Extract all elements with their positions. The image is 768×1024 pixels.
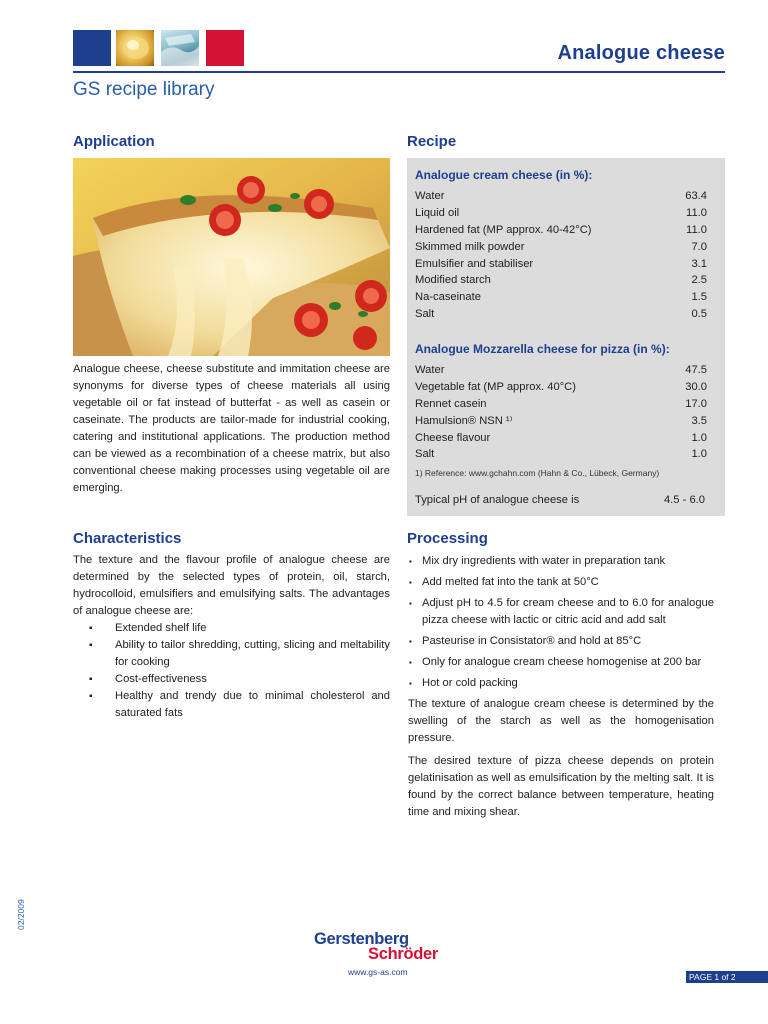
ingredient-value: 1.5 <box>691 291 707 304</box>
header-tile-blue <box>73 30 111 66</box>
recipe-heading: Recipe <box>407 133 457 150</box>
ingredient-value: 11.0 <box>686 206 707 219</box>
header-rule <box>73 71 725 73</box>
list-item: ▪ Add melted fat into the tank at 50°C <box>408 574 714 591</box>
cream-cheese-table <box>415 188 707 323</box>
list-item: ▪ Pasteurise in Consistator® and hold at 85°C <box>408 633 714 650</box>
table-row <box>415 362 707 379</box>
ingredient-name: Vegetable fat (MP approx. 40°C) <box>415 380 576 393</box>
ingredient-name: Skimmed milk powder <box>415 240 525 253</box>
ingredient-name: Water <box>415 364 445 376</box>
table-row <box>415 205 707 222</box>
ingredient-value: 2.5 <box>691 274 707 287</box>
table-row <box>415 272 707 289</box>
processing-paragraph: The desired texture of pizza cheese depends on protein gelatinisation as well as emulsification by the melting salt. It is found by the correct balance between temperature, heating time and mixing shear. <box>408 755 714 818</box>
ingredient-value: 47.5 <box>685 364 707 376</box>
website-link[interactable]: www.gs-as.com <box>348 967 408 977</box>
ingredient-value: 63.4 <box>685 190 707 202</box>
ingredient-name: Rennet casein <box>415 397 487 410</box>
table-row <box>415 396 707 413</box>
document-title: Analogue cheese <box>557 42 725 64</box>
list-item: ▪ Adjust pH to 4.5 for cream cheese and to 6.0 for analogue pizza cheese with lactic or citric acid and add salt <box>408 595 714 629</box>
ingredient-name: Modified starch <box>415 274 491 287</box>
table-row <box>415 430 707 447</box>
list-item: ▪ Only for analogue cream cheese homogenise at 200 bar <box>408 654 714 671</box>
ingredient-name: Emulsifier and stabiliser <box>415 257 534 270</box>
ingredient-name: Salt <box>415 308 435 321</box>
ingredient-name: Water <box>415 190 445 202</box>
table-row <box>415 188 707 205</box>
ingredient-name: Liquid oil <box>415 206 460 219</box>
ingredient-value: 1.0 <box>691 448 707 461</box>
application-heading: Application <box>73 133 155 150</box>
library-title: GS recipe library <box>73 79 215 100</box>
page-indicator: PAGE 1 of 2 <box>686 971 768 983</box>
application-text: Analogue cheese, cheese substitute and immitation cheese are synonyms for diverse types of cheese materials all using vegetable oil or fat instead of butterfat - as well as casein or caseinate. The products are tailor-made for industrial cooking, catering and institutional applications. The production method can be viewed as a recombination of a cheese matrix, but also conventional cheese making processes using vegetable oil are emerging. <box>73 363 390 494</box>
ingredient-value: 7.0 <box>691 240 707 253</box>
header-tile-red <box>206 30 244 66</box>
list-item: ▪ Healthy and trendy due to minimal cholesterol and saturated fats <box>73 688 390 722</box>
table-row <box>415 289 707 306</box>
ingredient-name: Cheese flavour <box>415 431 491 444</box>
processing-heading: Processing <box>407 530 488 547</box>
logo-wordmark-line1: Gerstenberg <box>314 930 409 948</box>
logo-wordmark-line2: Schröder <box>368 945 439 963</box>
pizza-photo <box>73 158 390 356</box>
ph-row <box>415 494 705 506</box>
ingredient-value: 0.5 <box>691 308 707 321</box>
characteristics-heading: Characteristics <box>73 530 182 547</box>
processing-body <box>408 553 714 827</box>
table-row <box>415 306 707 323</box>
ingredient-name: Hamulsion® NSN ¹⁾ <box>415 414 513 427</box>
header-tile-sea-image <box>161 30 199 66</box>
recipe-footnote: 1) Reference: www.gchahn.com (Hahn & Co., Lübeck, Germany) <box>415 468 660 478</box>
list-item: ▪ Cost-effectiveness <box>73 671 390 688</box>
ingredient-value: 11.0 <box>686 223 707 236</box>
advantages-list <box>73 620 390 722</box>
ingredient-name: Na-caseinate <box>415 291 481 304</box>
ingredient-name: Salt <box>415 448 435 461</box>
table-row <box>415 239 707 256</box>
ingredient-value: 17.0 <box>685 397 707 410</box>
header-tile-cheese-image <box>116 30 154 66</box>
list-item: ▪ Mix dry ingredients with water in preparation tank <box>408 553 714 570</box>
table-row <box>415 446 707 463</box>
mozzarella-title: Analogue Mozzarella cheese for pizza (in %): <box>415 342 670 356</box>
ingredient-name: Hardened fat (MP approx. 40-42°C) <box>415 223 592 236</box>
list-item: ▪ Extended shelf life <box>73 620 390 637</box>
cream-cheese-title: Analogue cream cheese (in %): <box>415 168 593 182</box>
table-row <box>415 256 707 273</box>
ph-value: 4.5 - 6.0 <box>663 494 705 506</box>
list-item: ▪ Hot or cold packing <box>408 675 714 692</box>
table-row <box>415 379 707 396</box>
ingredient-value: 1.0 <box>691 431 707 444</box>
characteristics-text: The texture and the flavour profile of analogue cheese are determined by the selected types of protein, oil, starch, hydrocolloid, emulsifiers and emulsifying salts. The advantages of analogue cheese are: <box>73 554 390 617</box>
document-date: 02/2009 <box>16 899 26 930</box>
list-item: ▪ Ability to tailor shredding, cutting, slicing and meltability for cooking <box>73 637 390 671</box>
ingredient-value: 30.0 <box>685 380 707 393</box>
processing-paragraph: The texture of analogue cream cheese is determined by the swelling of the starch as well as the homogenisation pressure. <box>408 698 714 744</box>
ph-label: Typical pH of analogue cheese is <box>415 494 580 506</box>
table-row <box>415 222 707 239</box>
recipe-box <box>407 158 725 516</box>
ingredient-value: 3.5 <box>691 414 707 427</box>
mozzarella-table <box>415 362 707 463</box>
processing-steps-list <box>408 553 714 692</box>
ingredient-value: 3.1 <box>691 257 707 270</box>
characteristics-body <box>73 552 390 722</box>
application-paragraph <box>73 361 390 503</box>
table-row <box>415 413 707 430</box>
